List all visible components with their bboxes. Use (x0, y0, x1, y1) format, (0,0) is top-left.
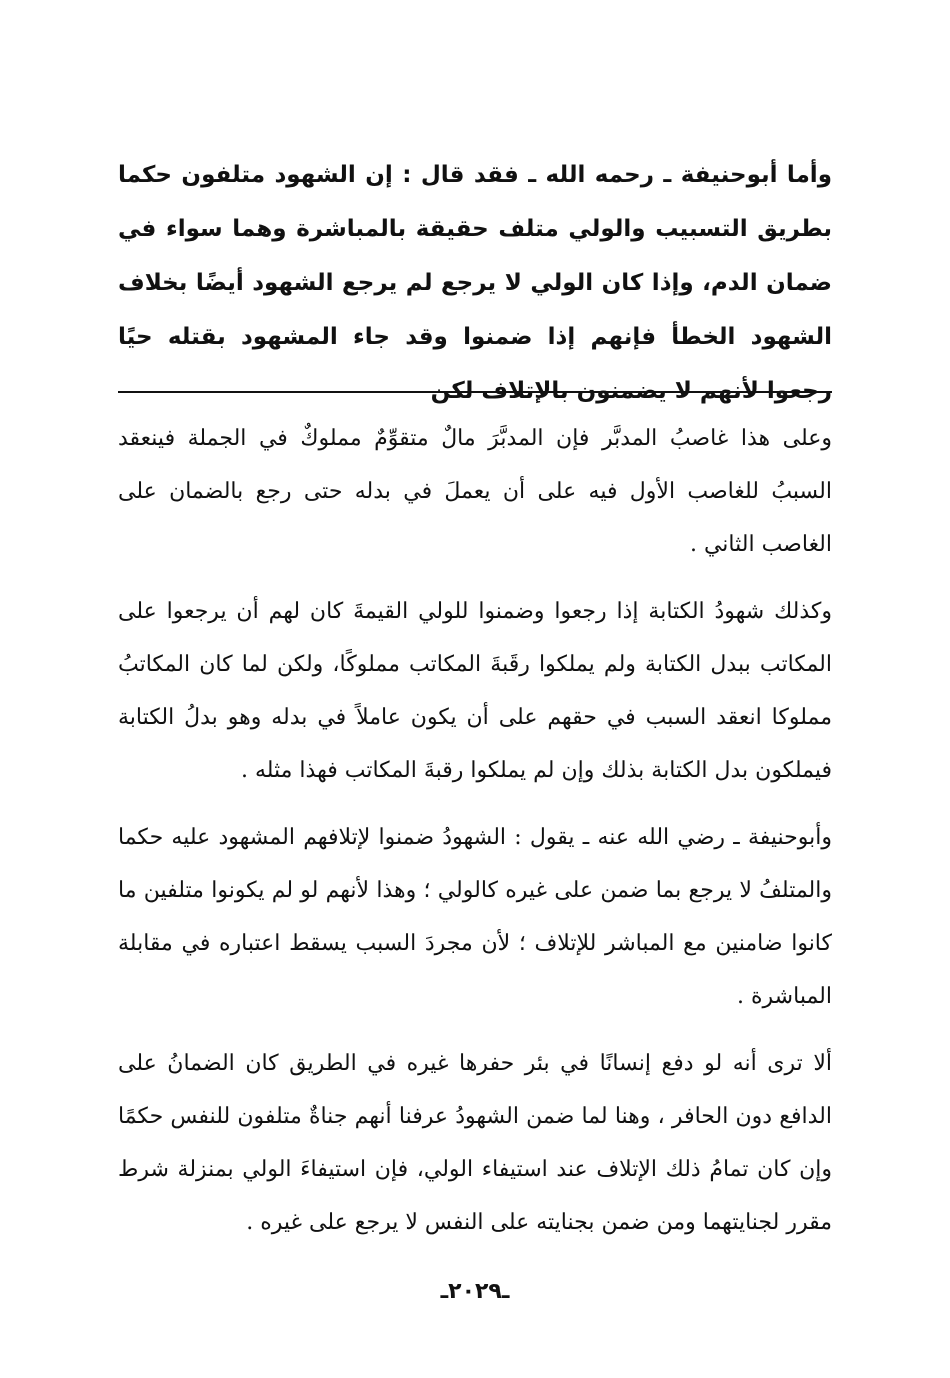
page-number: ـ٢٠٢٩ـ (440, 1279, 510, 1304)
footnote-paragraph-3: وأبوحنيفة ـ رضي الله عنه ـ يقول : الشهودُ ضمنوا لإتلافهم المشهود عليه حكما والمتلفُ لا يرجع بما ضمن على غيره كالولي ؛ وهذا لأنهم لو لم يكونوا متلفين ما كانوا ضامنين مع المباشر للإتلاف ؛ لأن مجردَ السبب يسقط اعتباره في مقابلة المباشرة . (118, 825, 832, 1009)
main-paragraph: وأما أبوحنيفة ـ رحمه الله ـ فقد قال : إن الشهود متلفون حكما بطريق التسبيب والولي متلف حقيقة بالمباشرة وهما سواء في ضمان الدم، وإذا كان الولي لا يرجع لم يرجع الشهود أيضًا بخلاف الشهود الخطأ فإنهم إذا ضمنوا وقد جاء المشهود بقتله حيًا رجعوا لأنهم لا يضمنون بالإتلاف لكن (118, 162, 832, 404)
footnote-section (118, 412, 832, 1249)
main-text (118, 148, 832, 418)
footnote-paragraph-1: وعلى هذا غاصبُ المدبَّر فإن المدبَّرَ مالٌ متقوِّمٌ مملوكٌ في الجملة فينعقد السببُ للغاصب الأول فيه على أن يعملَ في بدله حتى رجع بالضمان على الغاصب الثاني . (118, 426, 832, 557)
footnote-paragraph-2: وكذلك شهودُ الكتابة إذا رجعوا وضمنوا للولي القيمةَ كان لهم أن يرجعوا على المكاتب ببدل الكتابة ولم يملكوا رقَبةَ المكاتب مملوكًا، ولكن لما كان المكاتبُ مملوكا انعقد السبب في حقهم على أن يكون عاملاً في بدله وهو بدلُ الكتابة فيملكون بدل الكتابة بذلك وإن لم يملكوا رقبةَ المكاتب فهذا مثله . (118, 599, 832, 783)
footnote-paragraph-4: ألا ترى أنه لو دفع إنسانًا في بئر حفرها غيره في الطريق كان الضمانُ على الدافع دون الحافر ، وهنا لما ضمن الشهودُ عرفنا أنهم جناةٌ متلفون للنفس حكمًا وإن كان تمامُ ذلك الإتلاف عند استيفاء الولي، فإن استيفاءَ الولي بمنزلة شرط مقرر لجنايتهما ومن ضمن بجنايته على النفس لا يرجع على غيره . (118, 1051, 832, 1235)
footnote-separator (118, 391, 832, 393)
